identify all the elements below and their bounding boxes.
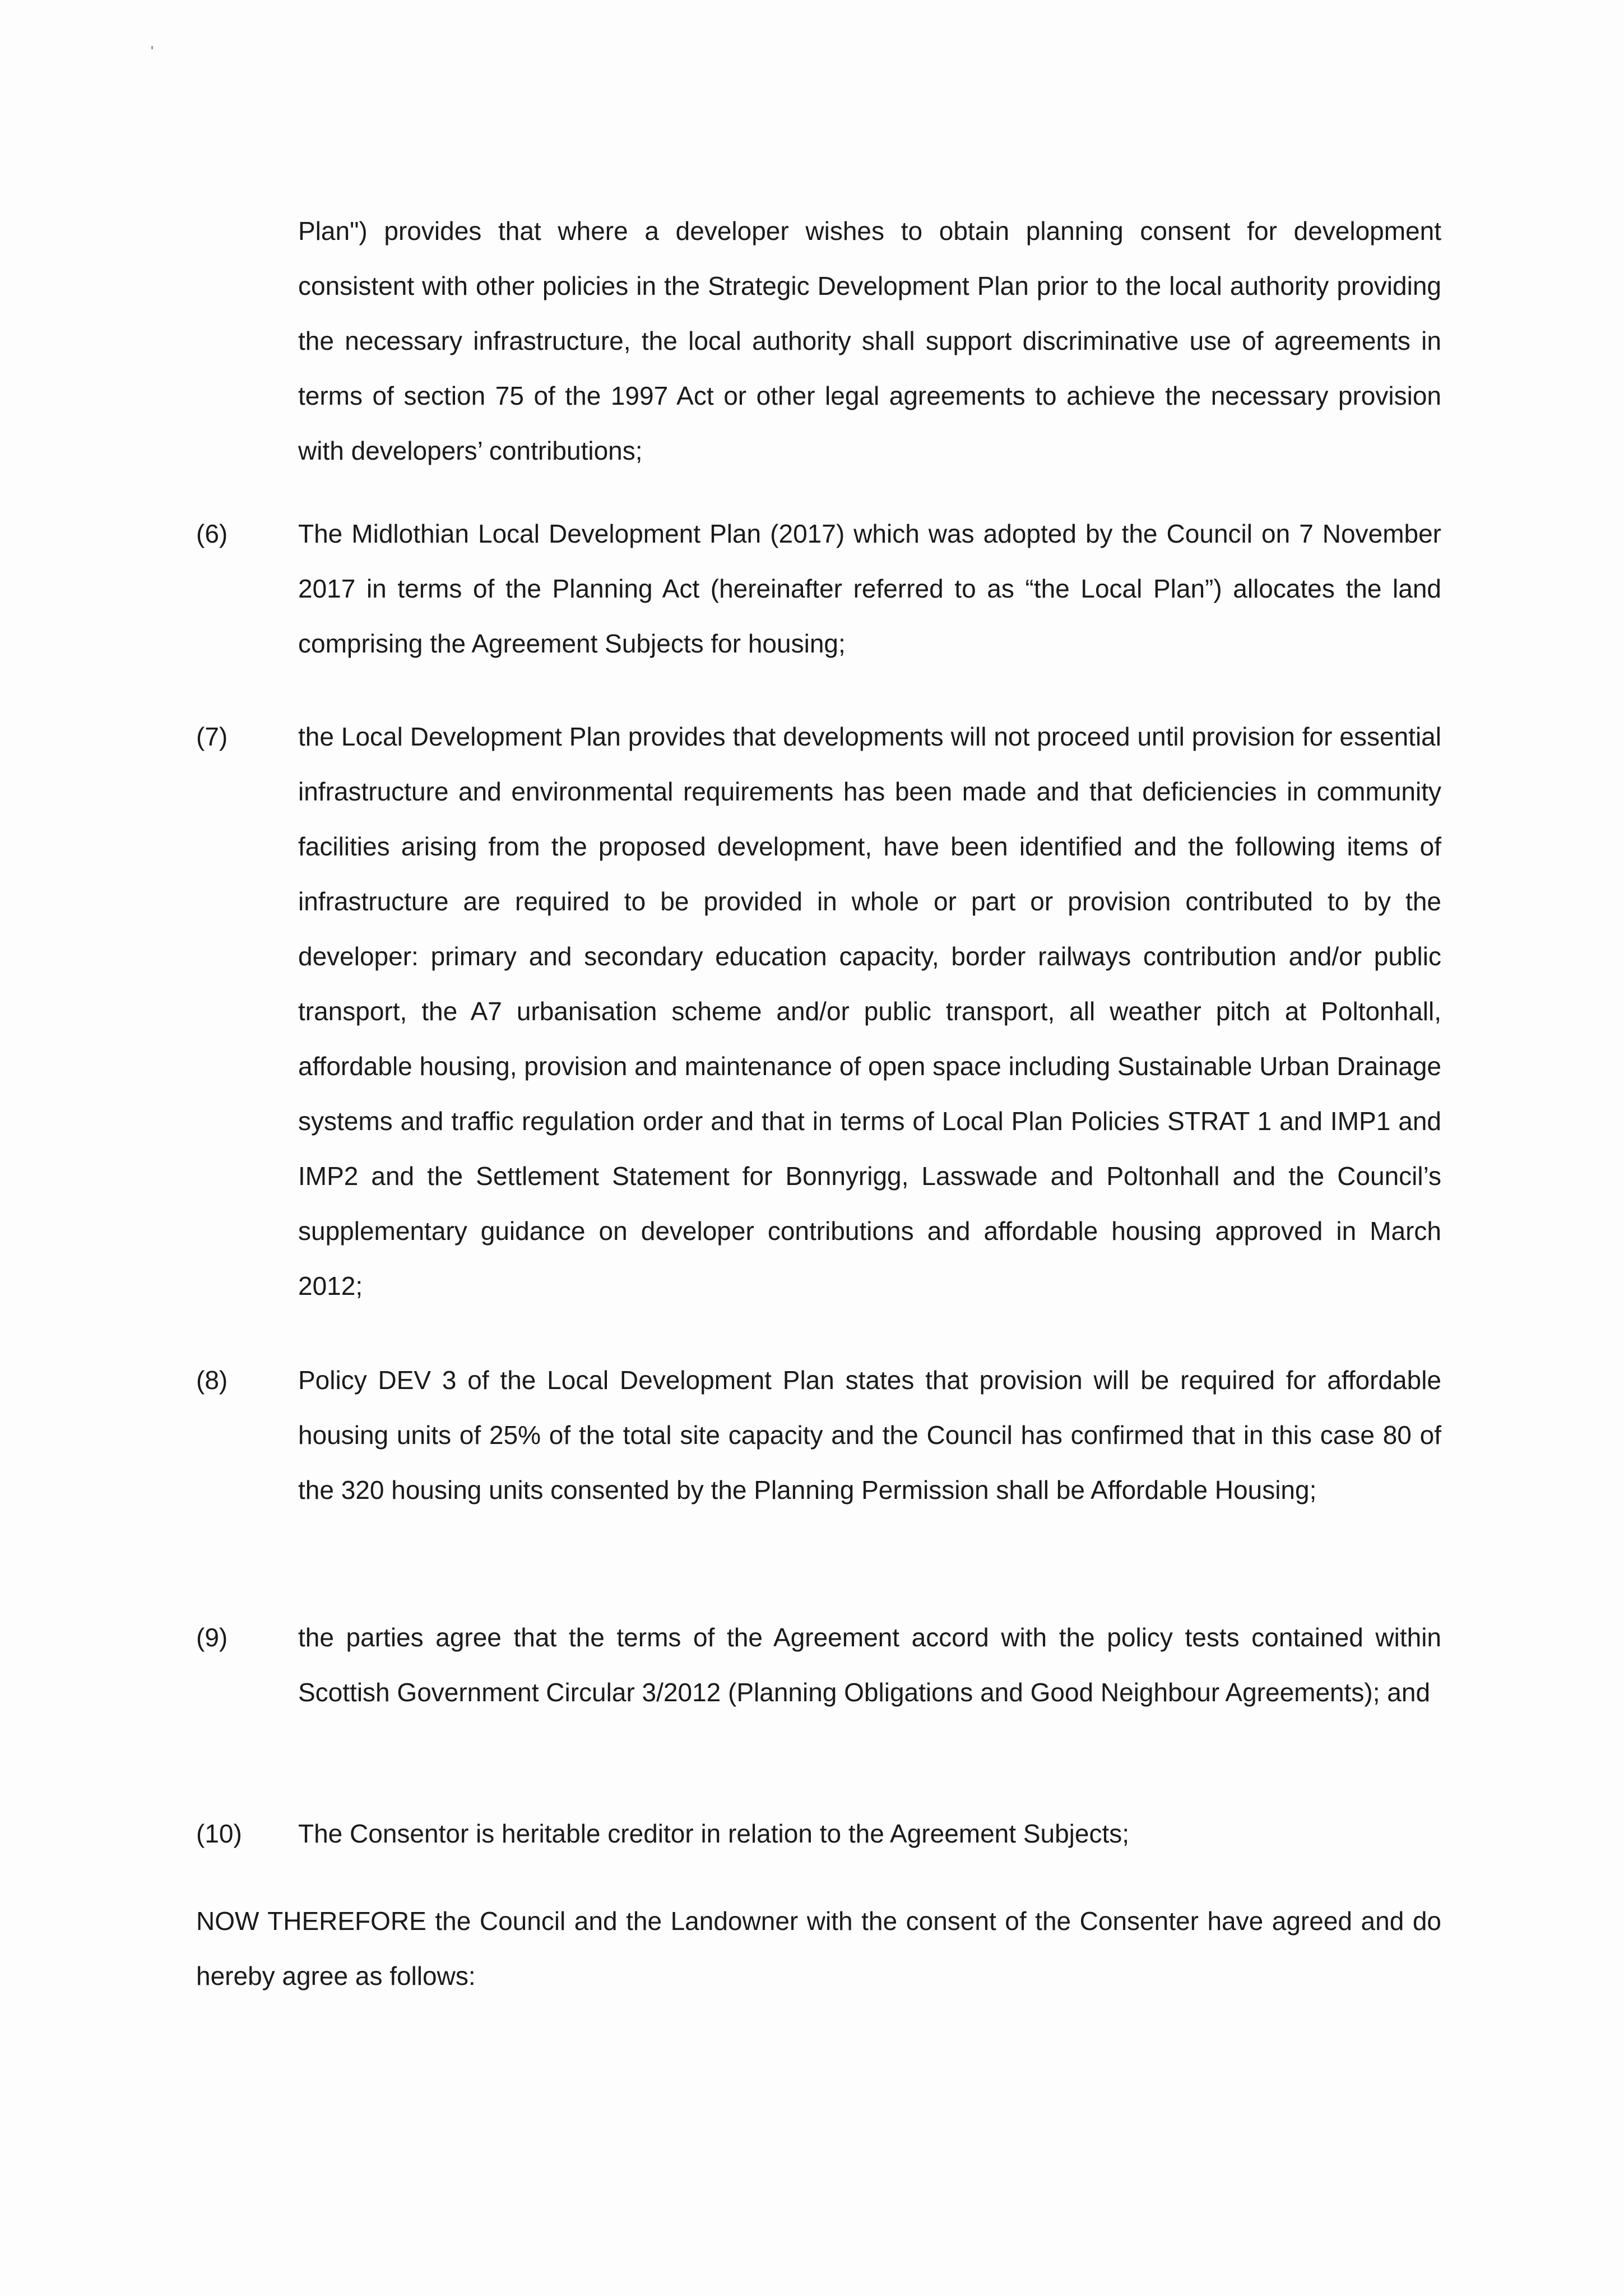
scan-speck <box>151 46 153 49</box>
clause-number-10: (10) <box>196 1819 242 1848</box>
clause-text-7: the Local Development Plan provides that developments will not proceed until provision for essential infrastructure and environmental requirements has been made and that deficiencies in community facilities arising from the proposed development, have been identified and the following items of infrastructure are required to be provided in whole or part or provision contributed to by the developer: primary and secondary education capacity, border railways contribution and/or public transport, the A7 urbanisation scheme and/or public transport, all weather pitch at Poltonhall, affordable housing, provision and maintenance of open space including Sustainable Urban Drainage systems and traffic regulation order and that in terms of Local Plan Policies STRAT 1 and IMP1 and IMP2 and the Settlement Statement for Bonnyrigg, Lasswade and Poltonhall and the Council’s supplementary guidance on developer contributions and affordable housing approved in March 2012; <box>298 722 1441 1300</box>
closing-paragraph: NOW THEREFORE the Council and the Landowner with the consent of the Consenter have agreed and do hereby agree as follows: <box>196 1906 1441 1991</box>
clause-number-8: (8) <box>196 1365 228 1395</box>
clause-number-6: (6) <box>196 519 228 548</box>
clause-text-9: the parties agree that the terms of the Agreement accord with the policy tests contained within Scottish Government Circular 3/2012 (Planning Obligations and Good Neighbour Agreements); and <box>298 1623 1441 1707</box>
clause-number-9: (9) <box>196 1623 228 1652</box>
clause-text-8: Policy DEV 3 of the Local Development Plan states that provision will be required for affordable housing units of 25% of the total site capacity and the Council has confirmed that in this case 80 of the 320 housing units consented by the Planning Permission shall be Affordable Housing; <box>298 1365 1441 1505</box>
clause-number-7: (7) <box>196 722 228 751</box>
clause-text-6: The Midlothian Local Development Plan (2017) which was adopted by the Council on 7 November 2017 in terms of the Planning Act (hereinafter referred to as “the Local Plan”) allocates the land comprising the Agreement Subjects for housing; <box>298 519 1441 658</box>
clause-text-10: The Consentor is heritable creditor in relation to the Agreement Subjects; <box>298 1819 1130 1848</box>
intro-paragraph: Plan") provides that where a developer wishes to obtain planning consent for development consistent with other policies in the Strategic Development Plan prior to the local authority providing the necessary infrastructure, the local authority shall support discriminative use of agreements in terms of section 75 of the 1997 Act or other legal agreements to achieve the necessary provision with developers’ contributions; <box>298 216 1441 465</box>
